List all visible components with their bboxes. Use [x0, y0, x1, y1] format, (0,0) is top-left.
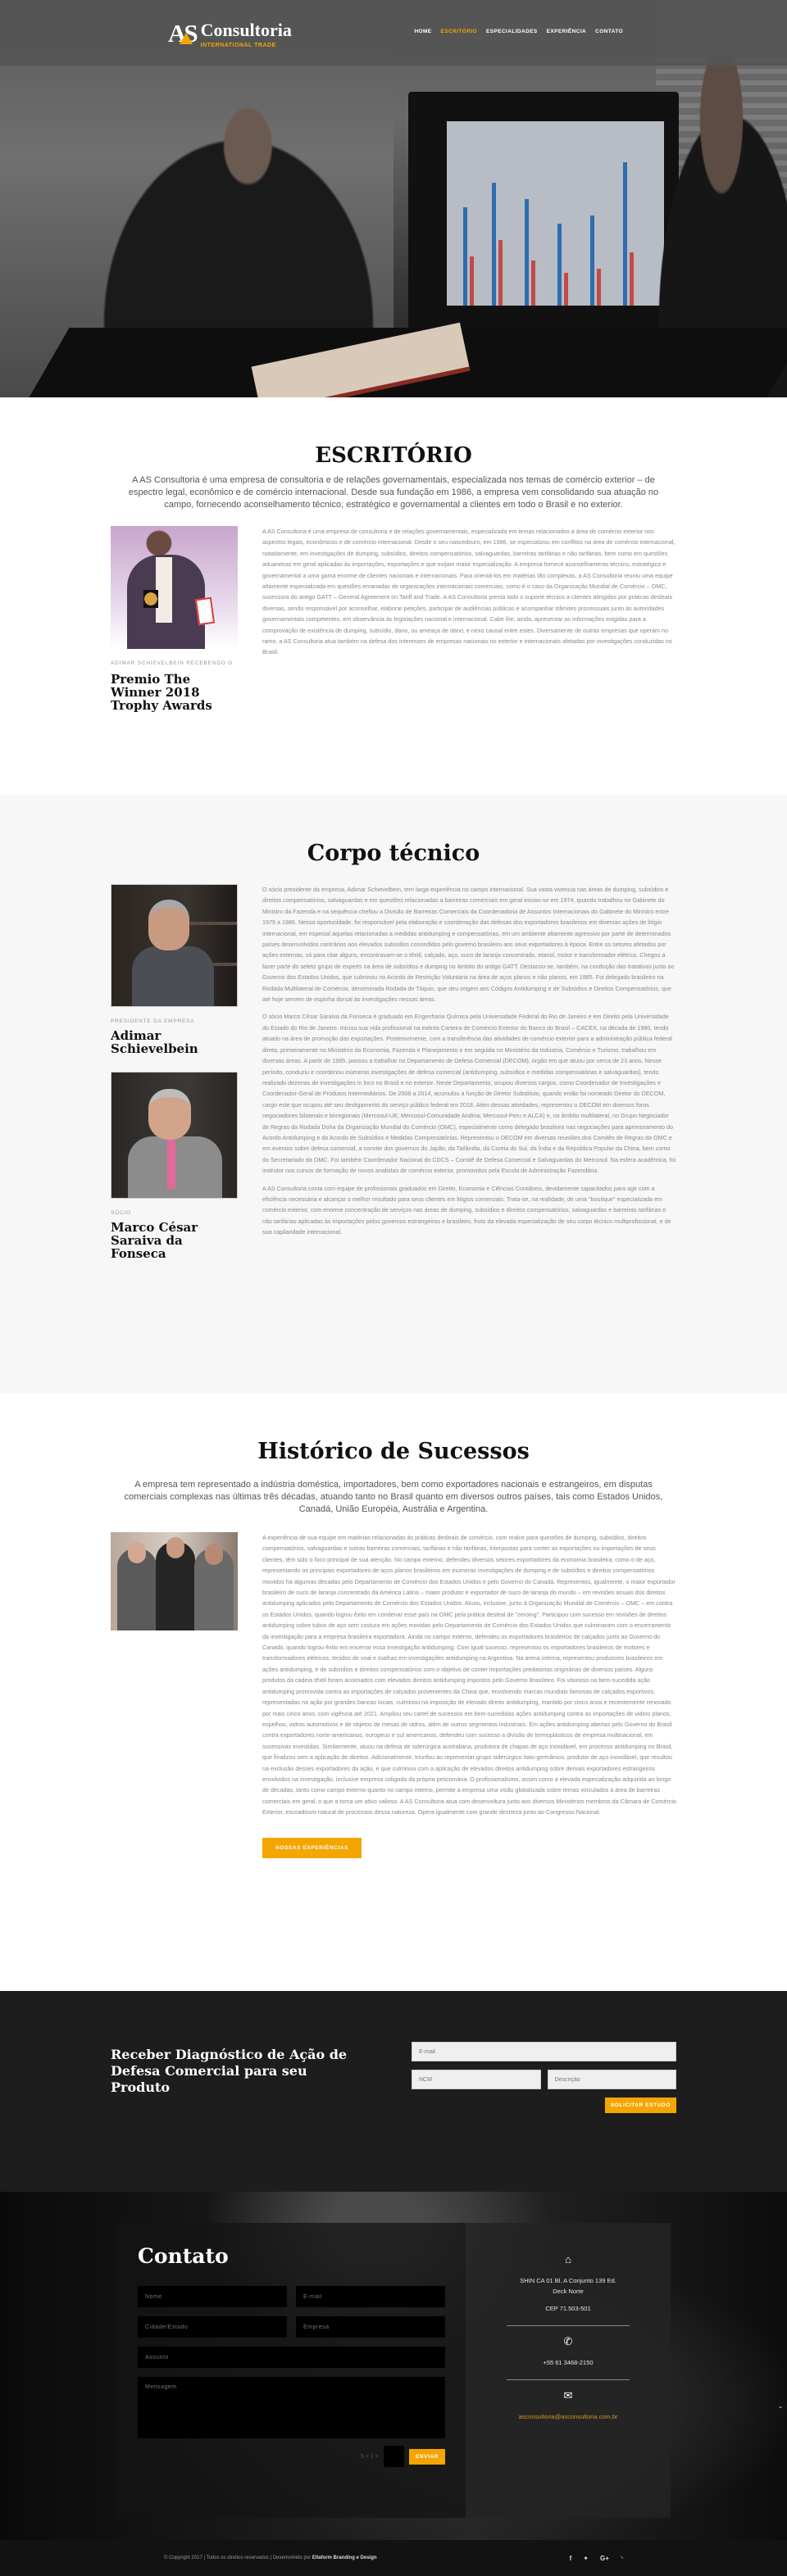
team-photo [111, 1532, 238, 1630]
captcha-input[interactable] [384, 2446, 404, 2467]
award-title: Premio The Winner 2018 Trophy Awards [111, 672, 212, 713]
social-links [570, 2555, 623, 2562]
envelope-icon: ✉ [563, 2389, 573, 2401]
award-caption: ADIMAR SCHIEVELBEIN RECEBENDO O [111, 660, 234, 666]
rss-icon[interactable]: ◝ [620, 2554, 623, 2562]
captcha-question: 5 + 1 = [361, 2453, 379, 2460]
corpo-title: Corpo técnico [307, 841, 480, 866]
contact-cidade-input[interactable] [138, 2316, 287, 2338]
phone-icon: ✆ [563, 2335, 573, 2347]
adimar-name: Adimar Schievelbein [111, 1028, 198, 1056]
logo-triangle-icon [180, 33, 193, 44]
diagnostico-ncm-input[interactable] [412, 2070, 541, 2089]
escritorio-section [0, 397, 787, 795]
facebook-icon[interactable]: f [569, 2554, 572, 2562]
twitter-icon[interactable]: ✦ [583, 2554, 589, 2562]
marco-role: SÓCIO [111, 1210, 131, 1216]
person-card-marco [111, 1072, 238, 1260]
award-photo [111, 526, 238, 649]
nav-item-contato[interactable]: CONTATO [595, 29, 623, 34]
corpo-paragraph-1: O sócio presidente da empresa, Adimar Schievelbein, tem larga experiência no campo internacional. Sua vasta vivencia nas áreas de dumping, subsídios e direitos compensatórios, salvaguardas e em questões relacionadas a barreiras comerciais em geral iniciou-se em 1974, quando trabalhou no Gabinete do Ministro da Fazenda e na sequência chefiou a Divisão de Barreiras Comerciais da Coordenadoria de Assuntos Internacionais do Gabinete do Ministro entre 1979 a 1986. Nessa oportunidade, foi responsável pela elaboração e coordenação das defesas dos exportadores brasileiros em diversas ações de litígio internacional, em especial aquelas relacionadas a medidas antidumping e compensatórias, em um ambiente altamente agressivo por parte de determinados países desenvolvidos contrários aos elevados subsídios concedidos pelo governo brasileiro aos seus exportadores à época. Entre os setores afetados por ações externas, só para citar alguns, encontravam-se o têxtil, calçado, aço, suco de laranja concentrado, etanol, motor e transformador elétrico. Chegou a fazer parte do seleto grupo de experts na área de subsídios e dumping no âmbito do antigo GATT. Destacou-se, também, na condução das tratativas junto ao Governo dos Estados Unidos, que culminou no Acordo de Restrição Voluntária na área de aços planos e não planos, em 1985. Foi delegado brasileiro na Rodada Multilateral de Comércio, denominada Rodada de Tóquio, que deu origem aos Códigos Antidumping e de Subsídios e Direitos Compensatórios, que até hoje servem de espinha dorsal às investigações nessas áreas. [262, 886, 675, 1004]
contact-mensagem-textarea[interactable] [138, 2377, 445, 2438]
diagnostico-section [0, 1991, 787, 2192]
corpo-paragraph-3: A AS Consultoria conta com equipe de profissionais graduados em Direito, Economia e Ciências Contábeis, devidamente capacitados para agir com a eficiência necessária e alcançar o melhor resultado para seus clientes em litígios comerciais. Trata-se, na realidade, de uma "boutique" especializada em comércio exterior, com enorme concentração de serviços nas áreas de dumping, subsídios e direitos compensatórios, salvaguardas e barreiras tarifárias e não tarifárias aplicadas às importações pelos governos estrangeiros e brasileiro, fruto da elevada especialização de seu corpo técnico multiprofissional, e de sua capilaridade internacional. [262, 1184, 671, 1236]
adimar-photo [111, 884, 238, 1007]
home-icon: ⌂ [565, 2253, 571, 2265]
nav-item-home[interactable]: HOME [414, 29, 432, 34]
contact-nome-input[interactable] [138, 2286, 287, 2307]
logo-subtitle: INTERNATIONAL TRADE [200, 43, 276, 48]
historico-section [0, 1393, 787, 1991]
footer-copyright: © Copyright 2017 | Todos os direitos reservados | Desenvolvido por Ellaform Branding e Design [164, 2556, 377, 2560]
nossas-experiencias-button[interactable]: NOSSAS EXPERIÊNCIAS [262, 1838, 362, 1858]
main-menu [414, 29, 623, 34]
escritorio-body: A AS Consultoria é uma empresa de consultoria e de relações governamentais, especializada em temas relacionados a área de comércio exterior nos aspectos legais, econômicos e de comércio internacional. Desde o seu nascedouro, em 1986, se especializou em conflitos na área de comércio internacional, notadamente, em investigações de dumping, subsídios, direitos compensatórios, salvaguardas, barreiras tarifárias e não tarifárias, bem como em questões aduaneiras em geral aplicadas às importações, exportações e que exijam maior especialização. A empresa fornece aconselhamento técnico, estratégico e governamental a uma gama enorme de clientes nacionais e internacionais. Para orientá-los em matérias tão complexas, a AS Consultoria reuniu uma equipe altamente especializada em questões emanadas de organizações internacionais comerciais, como é o caso da Organização Mundial de Comércio – OMC, sucessora do antigo GATT – General Agreement on Tariff and Trade. A AS Consultoria presta todo o suporte técnico a clientes atingidos por práticas desleais diversas, sendo responsável por aconselhar, elaborar petições, participar de audiências públicas e acompanhar trâmites processuais junto às autoridades governamentais competentes, em observância às legislações nacional e internacional. Cabe lhe, ainda, apresentar as informações exigidas para a comprovação de existência de dumping, subsídio, dano, ou ameaça de dano, e nexo causal entre estes. Diversamente de outras empresas que operam no ramo, a AS Consultoria atua também na defesa dos interesses de empresas nacionais no exterior e internacionais afetadas por investigações conduzidas no Brasil. [262, 528, 676, 656]
historico-lead: A empresa tem representado a indústria doméstica, importadores, bem como exportadores nacionais e estrangeiros, em disputas comerciais complexas nas últimas três décadas, atuando tanto no Brasil quanto em diversos outros países, tais como Estados Unidos, Canadá, União Européia, Austrália e Argentina. [124, 1480, 663, 1514]
chevron-up-icon: ⌃ [777, 2406, 784, 2413]
corpo-paragraph-2: O sócio Marco César Saraiva da Fonseca é graduado em Engenharia Química pela Universidade Federal do Rio de Janeiro e em Direito pela Universidade do Estado do Rio de Janeiro. Iniciou sua vida profissional na extinta Carteira de Comércio Exterior do Banco do Brasil – CACEX, na década de 1980, tendo atuado na área de promoção das exportações. Posteriormente, com a transferência das atividades de comércio exterior para a administração pública federal direta, primeiramente no Ministério da Economia, Fazenda e Planejamento e em seguida no Ministério da Indústria, Comércio e Turismo, trabalhou em diversas áreas. A partir de 1995, passou a trabalhar no Departamento de Defesa Comercial (DECOM), órgão em que atuou por cerca de 23 anos. Nesse período, conduziu e coordenou inúmeras investigações de defesa comercial (antidumping, subsídios e medidas compensatórias e salvaguardas), tendo realizado dezenas de investigações in loco no Brasil e no exterior. Neste Departamento, ocupou diversos cargos, como Coordenador de Investigações e Coordenador-Geral de Produtos Intermediários. De 2008 a 2014, acumulou a função de Diretor Substituto, quando então foi nomeado Diretor do DECOM, cargo este que ocupou até seu desligamento do serviço público federal em 2018. Além dessas atividades, representou o DECOM em diversos foros negociadores bilaterais e birregionais (Mercosul-UE; Mercosul-Comunidade Andina; Mercosul-Peru e ALCA) e, no âmbito multilateral, no Grupo Negociador de Regras da Rodada Doha da Organização Mundial do Comércio (OMC), especialmente como delegado brasileiro nas negociações para aprimoramento do Acordo Antidumping e do Acordo de Subsídios e Medidas Compensatórias. Representou o DECOM em diversas reuniões dos Comitês de Regras da OMC e em eventos sobre defesa comercial, a convite dos governos do Japão, da Tailândia, da Coreia do Sul, da Índia e da República Popular da China, bem como do Secretariado da OMC. Foi também Coordenador Nacional do CDCS – Comitê de Defesa Comercial e Salvaguardas do Mercosul. Na esfera acadêmica, foi instrutor nos cursos de formação de novos analistas de comércio exterior, promovidos pela Escola de Administração Fazendária. [262, 1013, 676, 1175]
contato-section [0, 2192, 787, 2540]
email-link[interactable]: asconsultoria@asconsultoria.com.br [518, 2413, 618, 2420]
hero-monitor-screen [447, 121, 664, 306]
nav-item-especialidades[interactable]: ESPECIALIDADES [486, 29, 538, 34]
logo[interactable] [168, 21, 292, 48]
trophy-icon [143, 590, 158, 608]
diagnostico-descricao-input[interactable] [548, 2070, 677, 2089]
escritorio-title: ESCRITÓRIO [315, 443, 472, 468]
logo-name: Consultoria [200, 20, 292, 40]
contact-form [117, 2223, 466, 2518]
historico-body: A experiência de sua equipe em matérias relacionadas às práticas desleais de comércio, com realce para questões de dumping, subsídios, direitos compensatórios, salvaguardas e outras barreiras comerciais, tarifárias e não tarifárias, interpostas para conter as exportações ou importações de seus clientes, têm sido o foco principal de sua atenção. No campo externo, defendeu diversos setores exportadores da economia brasileira, como o de aço, representando os principais exportadores de aços planos brasileiros em inúmeras investigações de dumping e de subsídios e direitos compensatórios movidos há algumas décadas pelo Departamento de Comércio dos Estados Unidos e pelo Governo do Canadá. Representou, igualmente, o maior exportador brasileiro de suco de laranja concentrado da América Latina – maior produtor e exportador de suco de laranja do mundo – em revisões anuais dos direitos antidumping aplicados pelo Departamento de Comércio dos Estados Unidos. Atuou, inclusive, junto à Organização Mundial de Comércio – OMC – em contra os Estados Unidos, quando logrou êxito em condenar esse país na OMC pela prática desleal de "zeroing". Participou com sucesso em revisões de direitos antidumping sobre tubos de aço sem costura em ações movidas pelo Departamento de Comércio dos Estados Unidos que culminaram com o encerramento da investigação para a empresa brasileira exportadora. Ainda no campo externo, defendeu os exportadores brasileiros de calçados junto ao Governo do Canadá, quando logrou êxito em encerrar essa investigação antidumping. Com igual sucesso, representou os exportadores brasileiros de motores e transformadores elétricos, tecidos de voal e toalhas em investigações antidumping na Argentina. Na arena interna, representou produtores brasileiros em ações antidumping, e de subsídios e direitos compensatórios com o objetivo de conter importações predatórias originárias de diversos países. Alguns produtos da cadeia têxtil foram acoimados com elevados direitos antidumping impostos pelo Governo Brasileiro. Foi vitorioso na bem-sucedida ação antidumping promovida contra as importações de calçados provenientes da China que, envolvendo marcas mundiais famosas de calçados esportivos, representadas na ação por grandes bancas locais, culminou na imposição de elevado direito antidumping, mantido por cinco anos e recentemente renovado por mais cinco anos, com vigência até 2021. Ampliou seu cartel de sucessos em bem-sucedidas ações antidumping contra as importações de vidros planos, espelhos, vidros automotivos e de objetos de mesas de vidros, além de outros segmentos industriais. Em ações antidumping abertas pelo Governo do Brasil contra exportadores norte-americanos, europeus e sul americanos, defendeu com sucesso a divisão de termoplásticos de empresa multinacional, em sucessivas investidas. Similarmente, atuou na defesa de siderúrgica australiana, produtora de chapas de aço inoxidável, em processo antidumping no Brasil, que finalizou sem a aplicação de direitos. Adicionalmente, triunfou ao representar grupo siderúrgico ítalo-germânico, produtor de aço inoxidável, que resultou na exclusão desses exportadores da ação, e que culminou com a aplicação de elevados direitos antidumping sobre demais exportadores estrangeiros envolvidos na investigação, inclusive empresa coligada da própria peticionária. O profissionalismo, assim como a elevada especialização adquirida ao longo de décadas, tanto como campo externo quanto no campo interno, permite a empresa uma visão globalizada sobre temas vinculados à área de barreiras comerciais em geral, o que a torna um ativo valioso. A AS Consultoria atua com desenvoltura junto aos diversos Ministérios membros da Câmara de Comércio Exterior, escoadouro natural de processos dessa natureza. Opera igualmente com grande destreza junto ao Congresso Nacional. [262, 1534, 676, 1816]
logo-mark: AS [168, 19, 196, 48]
diagnostico-form [412, 2042, 676, 2113]
marco-photo [111, 1072, 238, 1199]
marco-name: Marco César Saraiva da Fonseca [111, 1220, 198, 1261]
phone-number: +55 61 3468-2150 [543, 2359, 594, 2366]
address-cep: CEP 71.503-501 [545, 2305, 591, 2312]
google-plus-icon[interactable]: G+ [599, 2554, 609, 2562]
nav-item-escritorio[interactable]: ESCRITÓRIO [440, 29, 477, 34]
escritorio-lead: A AS Consultoria é uma empresa de consultoria e de relações governamentais, especializada nos temas de comércio exterior – de espectro legal, econômico e de comércio internacional. Desde sua fundação em 1986, a empresa vem consolidando sua atuação no campo, fornecendo aconselhamento técnico, estratégico e governamental a clientes em todo o Brasil e no exterior. [128, 475, 659, 510]
solicitar-estudo-button[interactable]: SOLICITAR ESTUDO [605, 2098, 676, 2113]
historico-title: Histórico de Sucessos [257, 1439, 530, 1464]
footer [0, 2540, 787, 2576]
diagnostico-title: Receber Diagnóstico de Ação de Defesa Comercial para seu Produto [111, 2047, 348, 2095]
adimar-role: PRESIDENTE DA EMPRESA [111, 1018, 195, 1024]
contato-title: Contato [138, 2244, 229, 2268]
nav-item-experiencia[interactable]: EXPERIÊNCIA [546, 29, 587, 34]
contact-assunto-input[interactable] [138, 2347, 445, 2368]
hero-section [0, 0, 787, 397]
diagnostico-email-input[interactable] [412, 2042, 676, 2061]
back-to-top-button[interactable] [774, 2403, 787, 2416]
contact-email-input[interactable] [296, 2286, 445, 2307]
address-line-1: SHIN CA 01 Bl. A Conjunto 139 Ed. [520, 2277, 616, 2284]
developer-link[interactable]: Ellaform Branding e Design [312, 2556, 377, 2560]
contact-info-panel [466, 2223, 671, 2518]
contact-empresa-input[interactable] [296, 2316, 445, 2338]
corpo-tecnico-section [0, 795, 787, 1393]
enviar-button[interactable]: ENVIAR [409, 2449, 445, 2465]
person-card-adimar [111, 884, 238, 1055]
top-navigation [0, 0, 787, 66]
address-line-2: Deck Norte [553, 2288, 584, 2295]
